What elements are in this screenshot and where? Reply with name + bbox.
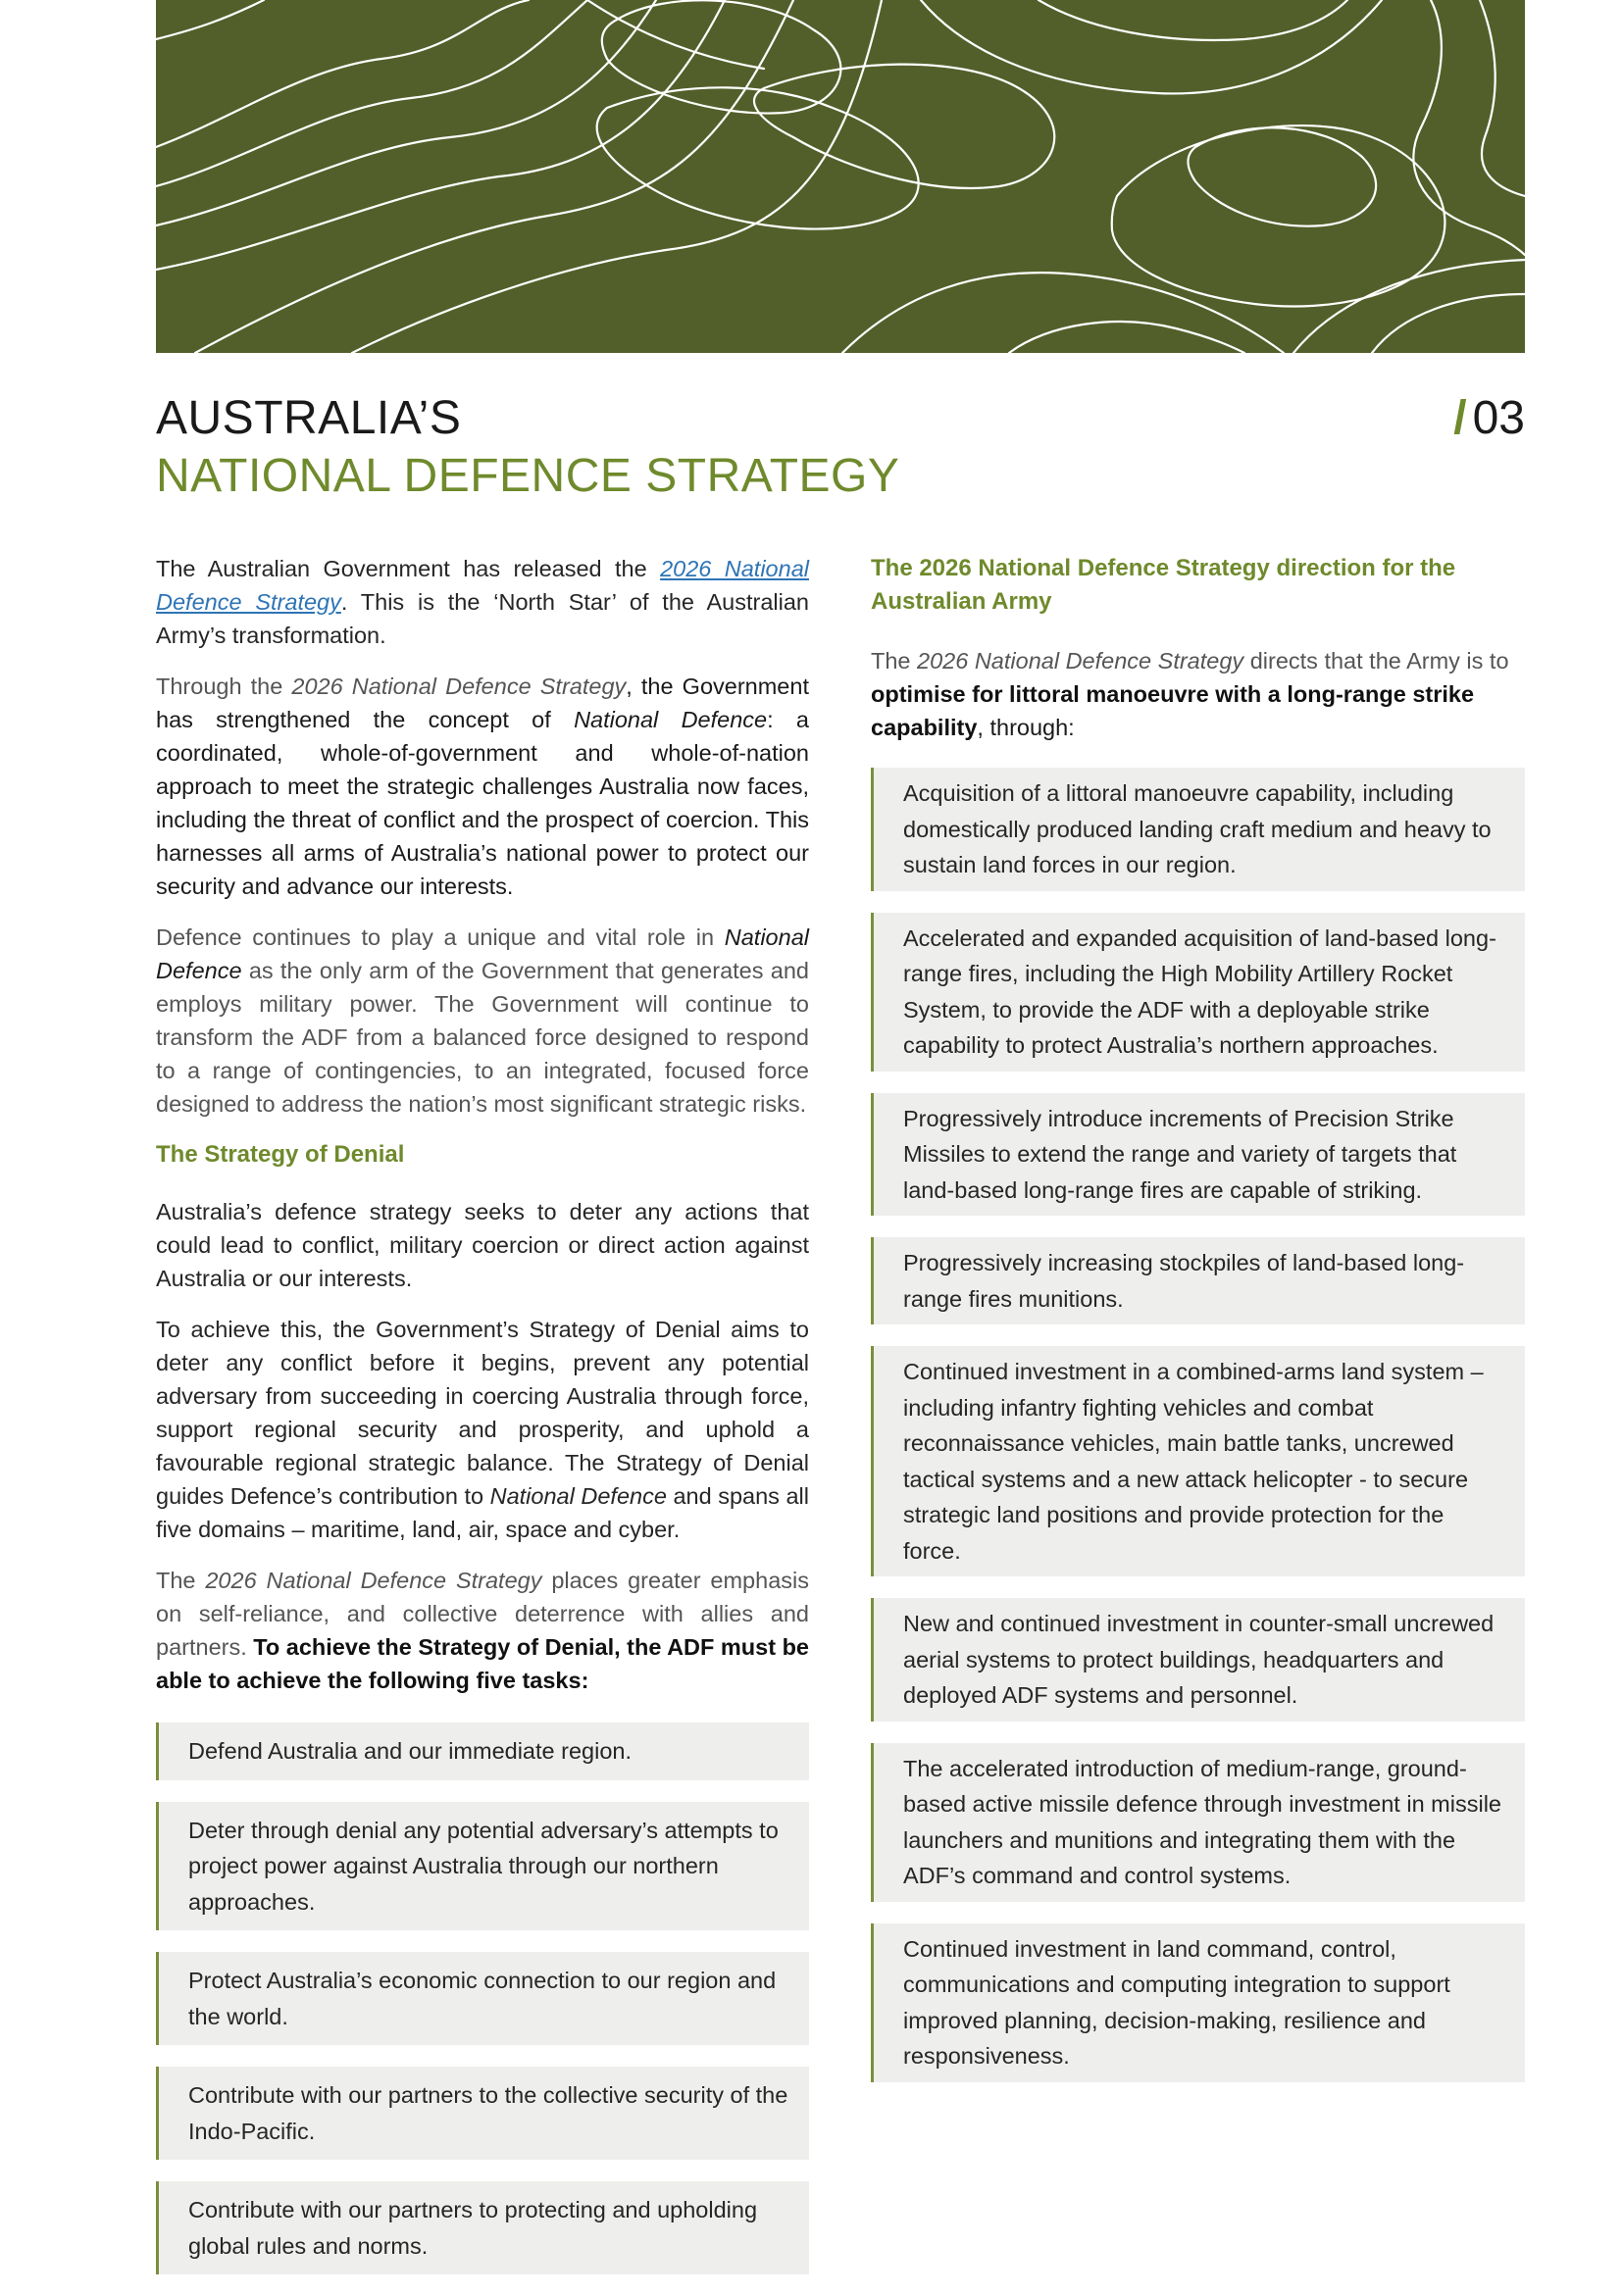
army-direction-heading: The 2026 National Defence Strategy direction for the Australian Army <box>871 555 1456 615</box>
page-number <box>1453 390 1525 447</box>
p2-text-c: : a coordinated, whole-of-government and whole-of-nation approach to meet the strategic challenges Australia now faces, including the threat of conflict and the prospect of coercion. This harnesses all arms of Australia’s national power to protect our security and advance our interests. <box>156 707 809 899</box>
task-box: Deter through denial any potential adversary’s attempts to project power against Australia through our northern approaches. <box>156 1802 809 1931</box>
p2-em-b: National Defence <box>574 707 768 732</box>
intro-b: directs that the Army is to <box>1243 648 1509 674</box>
intro-c: , through: <box>977 715 1075 740</box>
right-column <box>871 552 1525 2104</box>
p2-text-b: , the Government has strengthened the concept of <box>156 674 809 732</box>
task-box: Defend Australia and our immediate region. <box>156 1722 809 1780</box>
p6-bold: To achieve the Strategy of Denial, the ADF must be able to achieve the following five tasks: <box>156 1634 810 1693</box>
defence-role-paragraph <box>156 921 809 1121</box>
p6-text-b: places greater emphasis on self-reliance, and collective deterrence with allies and partners. <box>156 1568 809 1660</box>
p6-em-a: 2026 National Defence Strategy <box>205 1568 542 1593</box>
army-item-box: Acquisition of a littoral manoeuvre capability, including domestically produced landing craft medium and heavy to sustain land forces in our region. <box>871 768 1525 891</box>
army-item-box: The accelerated introduction of medium-range, ground-based active missile defence through investment in missile launchers and munitions and integrating them with the ADF’s command and control systems. <box>871 1743 1525 1902</box>
page-header <box>156 390 1525 506</box>
strategy-of-denial-heading: The Strategy of Denial <box>156 1141 405 1168</box>
p3-text-a: Defence continues to play a unique and vital role in <box>156 924 725 950</box>
intro-text-pre: The Australian Government has released the <box>156 556 661 581</box>
p6-text-a: The <box>156 1568 206 1593</box>
army-item-box: Continued investment in land command, control, communications and computing integration to support improved planning, decision-making, resilience and responsiveness. <box>871 1923 1525 2082</box>
army-item-box: Accelerated and expanded acquisition of land-based long-range fires, including the High Mobility Artillery Rocket System, to provide the ADF with a deployable strike capability to protect Australia’s northern approaches. <box>871 913 1525 1072</box>
intro-text-post: . This is the ‘North Star’ of the Australian Army’s transformation. <box>156 589 809 648</box>
self-reliance-paragraph <box>156 1564 809 1697</box>
army-item-box: Progressively introduce increments of Precision Strike Missiles to extend the range and variety of targets that land-based long-range fires are capable of striking. <box>871 1093 1525 1217</box>
intro-bold: optimise for littoral manoeuvre with a long-range strike capability <box>871 681 1475 740</box>
army-direction-intro <box>871 644 1525 744</box>
intro-a: The <box>871 648 918 674</box>
page-slash: / <box>1453 392 1467 444</box>
intro-paragraph <box>156 552 809 652</box>
deterrence-paragraph: Australia’s defence strategy seeks to deter any actions that could lead to conflict, military coercion or direct action against Australia or our interests. <box>156 1199 809 1291</box>
denial-aims-paragraph <box>156 1313 809 1546</box>
contour-lines-graphic <box>156 0 1525 353</box>
p5-em-a: National Defence <box>489 1483 667 1509</box>
task-box: Contribute with our partners to the collective security of the Indo-Pacific. <box>156 2067 809 2160</box>
p2-em-a: 2026 National Defence Strategy <box>291 674 627 699</box>
page-title-line1: AUSTRALIA’S <box>156 392 462 444</box>
strategy-link[interactable]: 2026 National Defence Strategy <box>156 556 809 615</box>
p3-text-b: as the only arm of the Government that generates and employs military power. The Government will continue to transform the ADF from a balanced force designed to respond to a range of contingencies, to an integrated, focused force designed to address the nation’s most significant strategic risks. <box>156 958 809 1117</box>
task-box: Contribute with our partners to protecting and upholding global rules and norms. <box>156 2181 809 2274</box>
p5-text-a: To achieve this, the Government’s Strategy of Denial aims to deter any conflict before it begins, prevent any potential adversary from succeeding in coercing Australia through force, support regional security and prosperity, and uphold a favourable regional strategic balance. The Strategy of Denial guides Defence’s contribution to <box>156 1317 809 1509</box>
p5-text-b: and spans all five domains – maritime, land, air, space and cyber. <box>156 1483 809 1542</box>
p3-em-a: National Defence <box>156 924 809 983</box>
task-box: Protect Australia’s economic connection to our region and the world. <box>156 1952 809 2045</box>
army-item-box: Continued investment in a combined-arms land system – including infantry fighting vehicles and combat reconnaissance vehicles, main battle tanks, uncrewed tactical systems and a new attack helicopter - to secure strategic land positions and provide protection for the force. <box>871 1346 1525 1576</box>
page-title-line2: NATIONAL DEFENCE STRATEGY <box>156 450 900 502</box>
page-number-value: 03 <box>1472 392 1525 444</box>
national-defence-paragraph <box>156 670 809 903</box>
army-item-box: Progressively increasing stockpiles of land-based long-range fires munitions. <box>871 1237 1525 1324</box>
p2-text-a: Through the <box>156 674 292 699</box>
intro-em: 2026 National Defence Strategy <box>917 648 1244 674</box>
army-item-box: New and continued investment in counter-small uncrewed aerial systems to protect buildings, headquarters and deployed ADF systems and personnel. <box>871 1598 1525 1722</box>
topographic-banner <box>156 0 1525 353</box>
left-column <box>156 552 809 2296</box>
